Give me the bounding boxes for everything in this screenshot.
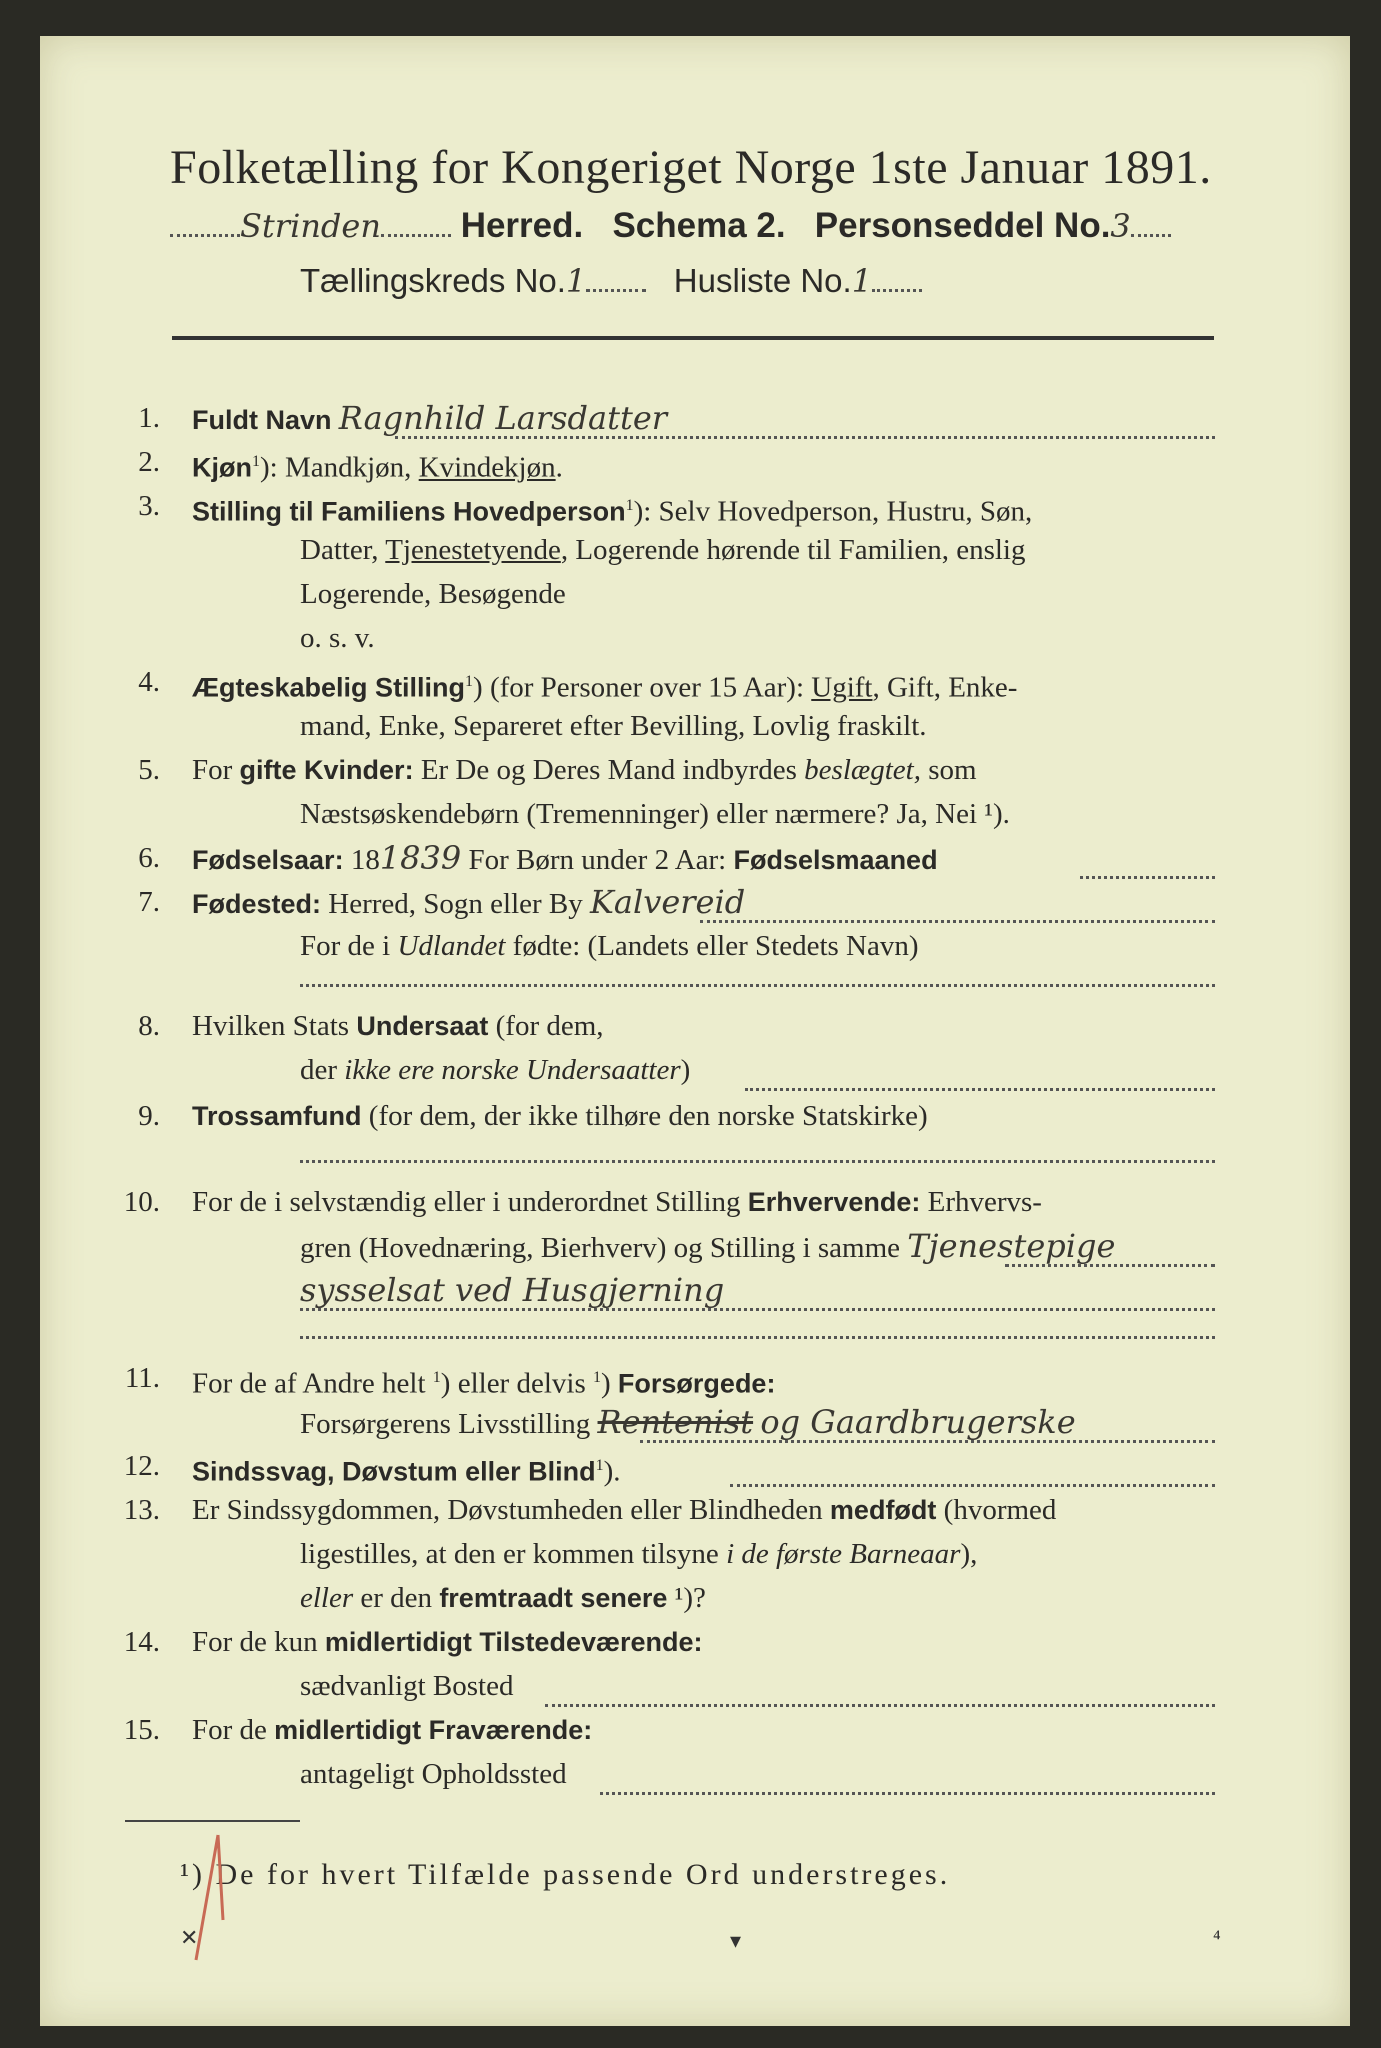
answer-line [300,984,1215,987]
question-number: 12. [123,1450,160,1482]
question-text: antageligt Opholdssted [300,1758,567,1790]
question-text: fødte: (Landets eller Stedets Navn) [505,930,919,962]
question-text: ): Mandkjøn, [260,451,419,484]
question-text: For de kun [192,1626,325,1658]
question-label: Fødselsaar: [192,845,344,875]
question-number: 1. [138,402,160,434]
question-text: ligestilles, at den er kommen tilsyne [300,1538,727,1570]
header-divider [172,336,1214,340]
question-number: 9. [138,1100,160,1132]
question-label: midlertidigt Tilstedeværende: [324,1627,703,1657]
question-text: Herred, Sogn eller By [321,888,583,920]
answer-line [730,1484,1215,1487]
answer-occupation: Tjenestepige [907,1227,1116,1265]
question-label: Kjøn [192,452,252,483]
stray-mark-icon: ▾ [730,1928,742,1953]
question-label: Sindssvag, Døvstum eller Blind [192,1456,596,1487]
answer-line [745,1088,1215,1091]
question-text: For de af Andre helt [192,1367,433,1400]
question-text: mand, Enke, Separeret efter Bevilling, Lovlig fraskilt. [300,710,927,742]
form-header-line [170,206,1230,246]
question-text-italic: Udlandet [397,930,506,962]
question-label: Trossamfund [192,1101,362,1131]
question-text: sædvanligt Bosted [300,1670,514,1702]
answer-line [1080,876,1215,879]
taellingskreds-value: 1 [565,262,587,300]
question-text: er den [353,1582,440,1614]
question-number: 2. [138,446,160,478]
answer-line [395,436,1215,439]
question-text-italic: eller [300,1582,354,1614]
question-label: Undersaat [356,1011,489,1041]
question-text: , Logerende hørende til Familien, enslig [560,534,1026,566]
schema-label: Schema 2. [612,206,786,245]
question-text: ) eller delvis [440,1367,593,1400]
question-label: Fødselsmaaned [733,845,938,875]
question-label: Fuldt Navn [192,405,332,435]
question-label: medfødt [829,1495,937,1525]
question-label: fremtraadt senere [439,1583,668,1613]
question-text: Næstsøskendebørn (Tremenninger) eller nærmere? Ja, Nei ¹). [300,798,1010,830]
question-text: Forsørgerens Livsstilling [300,1408,591,1440]
footnote-divider [125,1820,300,1822]
question-text: ) [680,1054,691,1086]
question-number: 15. [123,1714,160,1746]
herred-value: Strinden [240,207,381,245]
question-label: gifte Kvinder: [239,755,414,785]
question-text: For de i selvstændig eller i underordnet Stilling [192,1186,748,1218]
question-text: ¹)? [667,1582,706,1614]
personseddel-value: 3 [1110,207,1131,245]
question-number: 5. [138,754,160,786]
question-number: 11. [124,1362,160,1394]
question-text: For Børn under 2 Aar: [461,844,734,876]
question-text: (for dem, der ikke tilhøre den norske Statskirke) [361,1100,928,1132]
question-number: 10. [123,1186,160,1218]
answer-line [545,1704,1215,1707]
underlined-option: Ugift [811,671,873,704]
question-number: 7. [138,886,160,918]
question-text: o. s. v. [300,622,375,654]
answer-name: Ragnhild Larsdatter [338,399,668,437]
question-number: 13. [123,1494,160,1526]
question-number: 4. [138,666,160,698]
answer-occupation-detail: sysselsat ved Husgjerning [300,1271,725,1309]
question-text: ). [603,1455,621,1488]
underlined-option: Tjenestetyende [385,534,561,566]
herred-label: Herred. [460,206,584,245]
question-label: Fødested: [192,889,322,919]
husliste-value: 1 [851,262,873,300]
question-text: Logerende, Besøgende [300,578,566,610]
footnote-ref: 1 [252,453,260,470]
question-text: Er De og Deres Mand indbyrdes [413,754,805,786]
underlined-option: Kvindekjøn [418,451,556,484]
form-title: Folketælling for Kongeriget Norge 1ste Januar 1891. [170,141,1212,194]
question-text: , Gift, Enke- [872,671,1018,704]
question-number: 3. [138,490,160,522]
answer-line [600,1792,1215,1795]
question-text: gren (Hovednæring, Bierhverv) og Stilling i samme [300,1232,901,1264]
footnote: ¹) De for hvert Tilfælde passende Ord understreges. [180,1858,951,1891]
answer-line [700,920,1215,923]
question-label: Forsørgede: [617,1368,776,1399]
question-label: Ægteskabelig Stilling [192,672,466,703]
question-text: (for dem, [488,1010,604,1042]
taellingskreds-label: Tællingskreds No. [300,262,566,299]
answer-line [640,1440,1215,1443]
answer-struck-through: Rentenist [597,1403,754,1441]
question-text: 18 [343,844,380,876]
question-text: ) (for Personer over 15 Aar): [473,671,812,704]
question-text: Er Sindssygdommen, Døvstumheden eller Blindheden [192,1494,830,1526]
question-text: ) [601,1367,618,1400]
question-text: . [555,451,563,484]
stray-mark-icon: ⁴ [1213,1925,1221,1950]
question-text: Datter, [300,534,386,566]
personseddel-label: Personseddel No. [814,206,1111,245]
question-text-italic: i de første Barneaar [726,1538,961,1570]
question-text: (hvormed [936,1494,1057,1526]
question-label: Erhvervende: [747,1187,921,1217]
answer-line [300,1160,1215,1163]
answer-line [300,1308,1215,1311]
question-text: For de i [300,930,398,962]
form-subheader-line [300,262,1100,300]
husliste-label: Husliste No. [673,262,852,299]
question-text: Erhvervs- [920,1186,1042,1218]
answer-birth-year: 1839 [379,839,462,877]
stray-mark-icon: ✕ [180,1925,199,1950]
question-text: For de [192,1714,275,1746]
question-number: 6. [138,842,160,874]
question-label: Stilling til Familiens Hovedperson [192,496,626,527]
question-number: 14. [123,1626,160,1658]
question-text: som [920,754,977,786]
question-text: Hvilken Stats [192,1010,357,1042]
answer-line [300,1336,1215,1339]
question-text: ): Selv Hovedperson, Hustru, Søn, [633,495,1033,528]
question-text: For [192,754,240,786]
answer-line [1005,1264,1215,1267]
question-text-italic: ikke ere norske Undersaatter [344,1054,681,1086]
answer-birthplace: Kalvereid [590,883,746,921]
question-number: 8. [138,1010,160,1042]
question-text: ), [960,1538,978,1570]
question-label: midlertidigt Fraværende: [274,1715,593,1745]
answer-provider: og Gaardbrugerske [760,1403,1076,1441]
question-text-italic: beslægtet, [804,754,921,786]
question-text: der [300,1054,345,1086]
